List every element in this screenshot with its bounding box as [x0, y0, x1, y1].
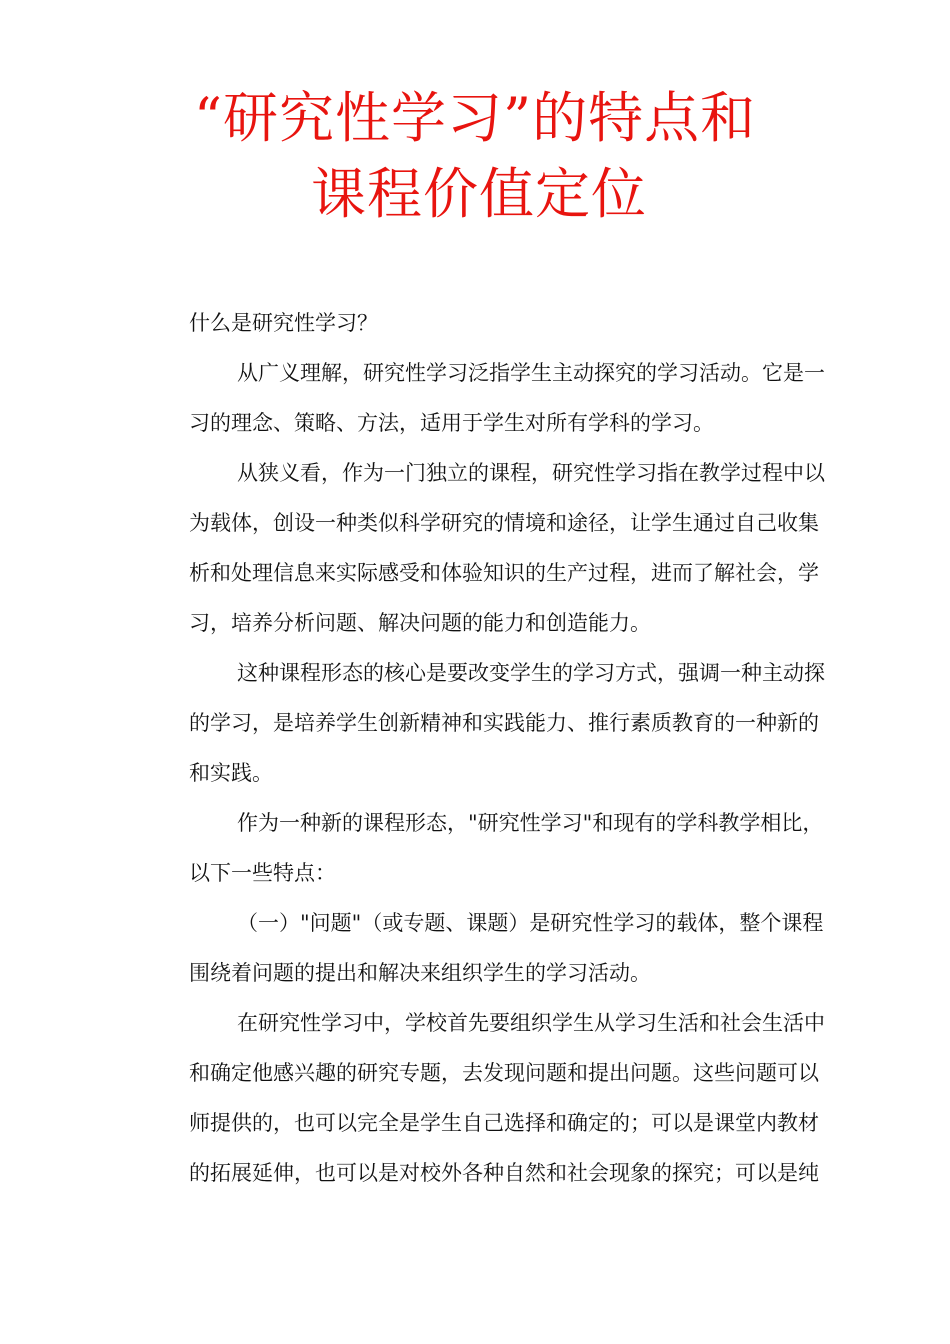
body-line: 在研究性学习中，学校首先要组织学生从学习生活和社会生活中	[237, 1011, 825, 1035]
document-body	[189, 298, 950, 1198]
body-line: 师提供的，也可以完全是学生自己选择和确定的；可以是课堂内教材	[189, 1111, 819, 1135]
body-line: 的拓展延伸，也可以是对校外各种自然和社会现象的探究；可以是纯	[189, 1161, 819, 1185]
body-line: 以下一些特点：	[189, 861, 336, 885]
body-line: 从广义理解，研究性学习泛指学生主动探究的学习活动。它是一	[237, 361, 825, 385]
body-line: 和确定他感兴趣的研究专题，去发现问题和提出问题。这些问题可以	[189, 1061, 819, 1085]
body-line: 析和处理信息来实际感受和体验知识的生产过程，进而了解社会，学	[189, 561, 819, 585]
body-line: 为载体，创设一种类似科学研究的情境和途径，让学生通过自己收集	[189, 511, 819, 535]
body-line: 习，培养分析问题、解决问题的能力和创造能力。	[189, 611, 651, 635]
body-line: 习的理念、策略、方法，适用于学生对所有学科的学习。	[189, 411, 714, 435]
document-title-line-2: 课程价值定位	[310, 162, 647, 226]
body-line: 什么是研究性学习？	[189, 311, 378, 335]
body-line: 这种课程形态的核心是要改变学生的学习方式，强调一种主动探	[237, 661, 825, 685]
body-line: 和实践。	[189, 761, 273, 785]
body-line: 的学习，是培养学生创新精神和实践能力、推行素质教育的一种新的	[189, 711, 819, 735]
body-line: （一）"问题"（或专题、课题）是研究性学习的载体，整个课程	[237, 911, 824, 935]
body-line: 围绕着问题的提出和解决来组织学生的学习活动。	[189, 961, 651, 985]
document-title-line-1: “研究性学习”的特点和	[193, 86, 757, 150]
body-line: 作为一种新的课程形态，"研究性学习"和现有的学科教学相比，	[237, 811, 824, 835]
body-line: 从狭义看，作为一门独立的课程，研究性学习指在教学过程中以	[237, 461, 825, 485]
